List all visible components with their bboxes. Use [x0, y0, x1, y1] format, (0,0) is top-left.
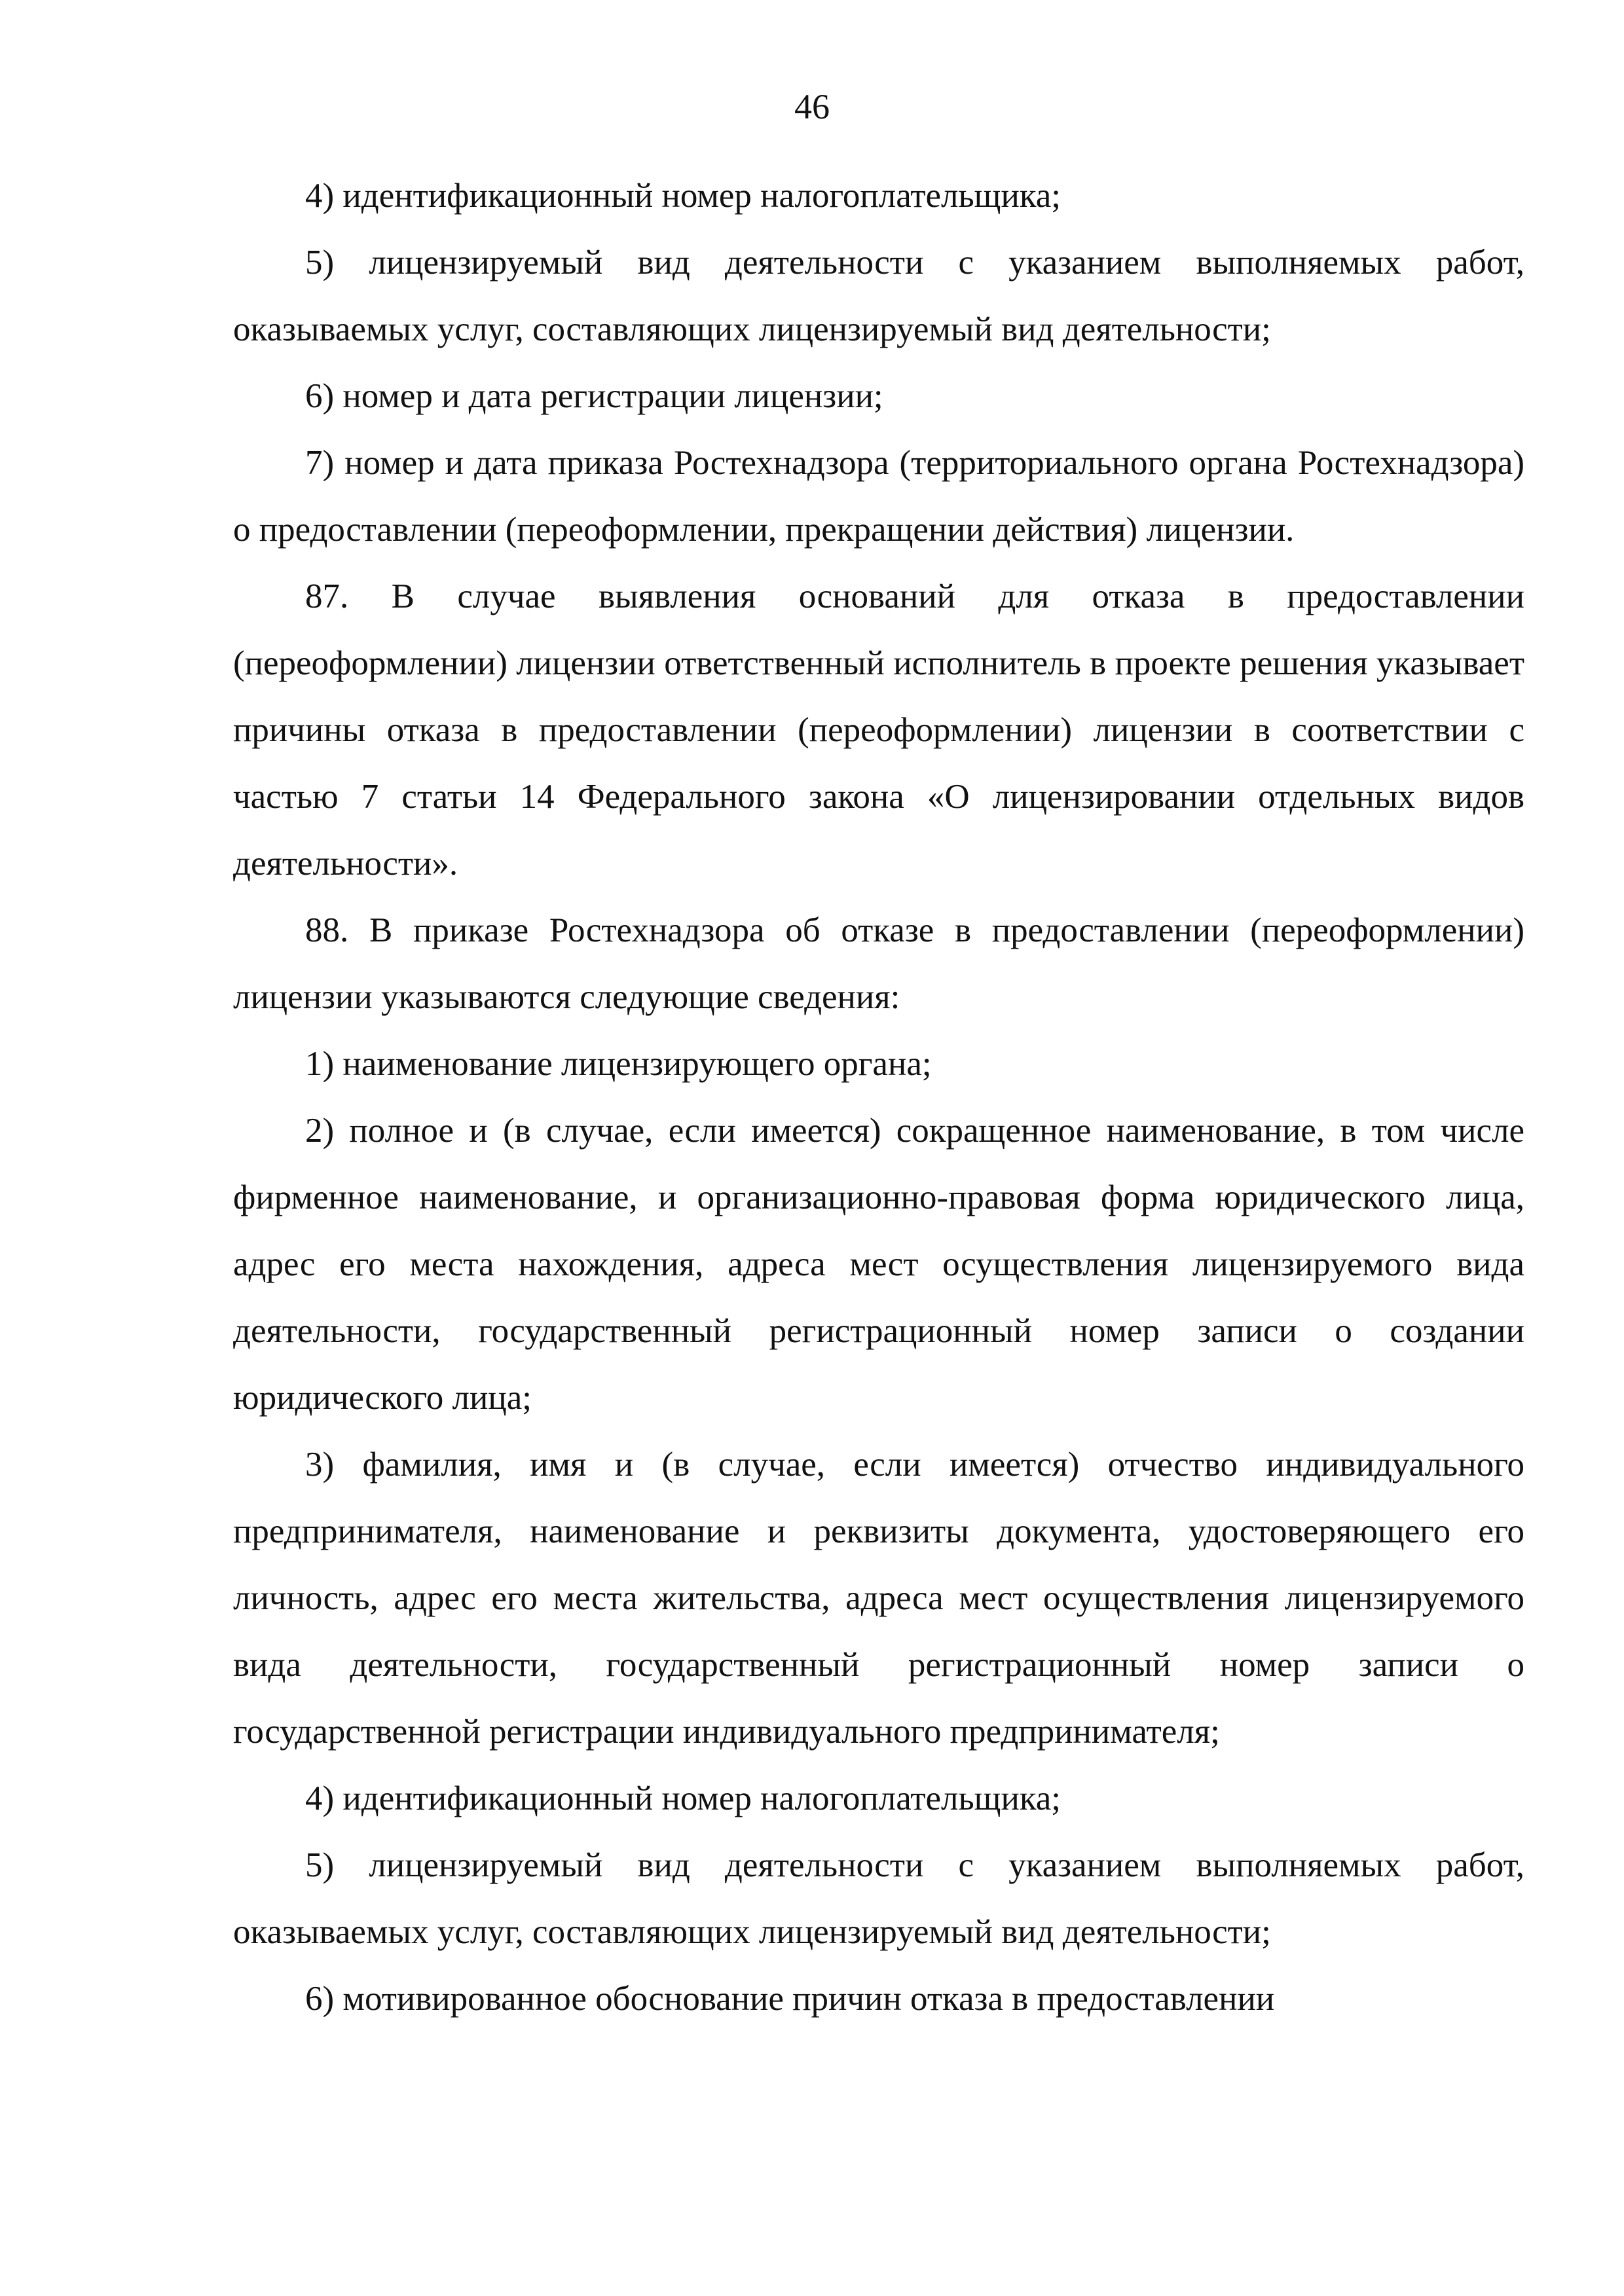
paragraph-item-1-authority: 1) наименование лицензирующего органа; [305, 1045, 932, 1083]
page-number: 46 [794, 87, 830, 126]
paragraph-item-3-entrepreneur: 3) фамилия, имя и (в случае, если имеется) отчество индивидуального предпринимателя, наименование и реквизиты документа, удостоверяющего его личность, адрес его места жительства, адреса мест осуществления лицензируемого вида деятельности, государственный регистрационный номер записи о государственной регистрации индивидуального предпринимателя; [233, 1446, 1524, 1751]
paragraph-item-7-order: 7) номер и дата приказа Ростехнадзора (территориального органа Ростехнадзора) о предоставлении (переоформлении, прекращении действия) лицензии. [233, 444, 1524, 549]
paragraph-item-5-activity: 5) лицензируемый вид деятельности с указанием выполняемых работ, оказываемых услуг, составляющих лицензируемый вид деятельности; [233, 244, 1524, 348]
paragraph-item-6-license-number: 6) номер и дата регистрации лицензии; [305, 377, 883, 415]
paragraph-item-6-refusal-reason: 6) мотивированное обоснование причин отказа в предоставлении [305, 1980, 1275, 2018]
paragraph-item-2-legal-entity: 2) полное и (в случае, если имеется) сокращенное наименование, в том числе фирменное наименование, и организационно-правовая форма юридического лица, адрес его места нахождения, адреса мест осуществления лицензируемого вида деятельности, государственный регистрационный номер записи о создании юридического лица; [233, 1112, 1524, 1417]
paragraph-item-4-inn-repeat: 4) идентификационный номер налогоплательщика; [305, 1779, 1061, 1817]
document-body [233, 162, 1524, 2032]
paragraph-clause-88: 88. В приказе Ростехнадзора об отказе в предоставлении (переоформлении) лицензии указываются следующие сведения: [233, 911, 1524, 1016]
paragraph-item-4-inn: 4) идентификационный номер налогоплательщика; [305, 177, 1061, 215]
paragraph-clause-87: 87. В случае выявления оснований для отказа в предоставлении (переоформлении) лицензии ответственный исполнитель в проекте решения указывает причины отказа в предоставлении (переоформлении) лицензии в соответствии с частью 7 статьи 14 Федерального закона «О лицензировании отдельных видов деятельности». [233, 577, 1524, 883]
paragraph-item-5-activity-repeat: 5) лицензируемый вид деятельности с указанием выполняемых работ, оказываемых услуг, составляющих лицензируемый вид деятельности; [233, 1846, 1524, 1951]
